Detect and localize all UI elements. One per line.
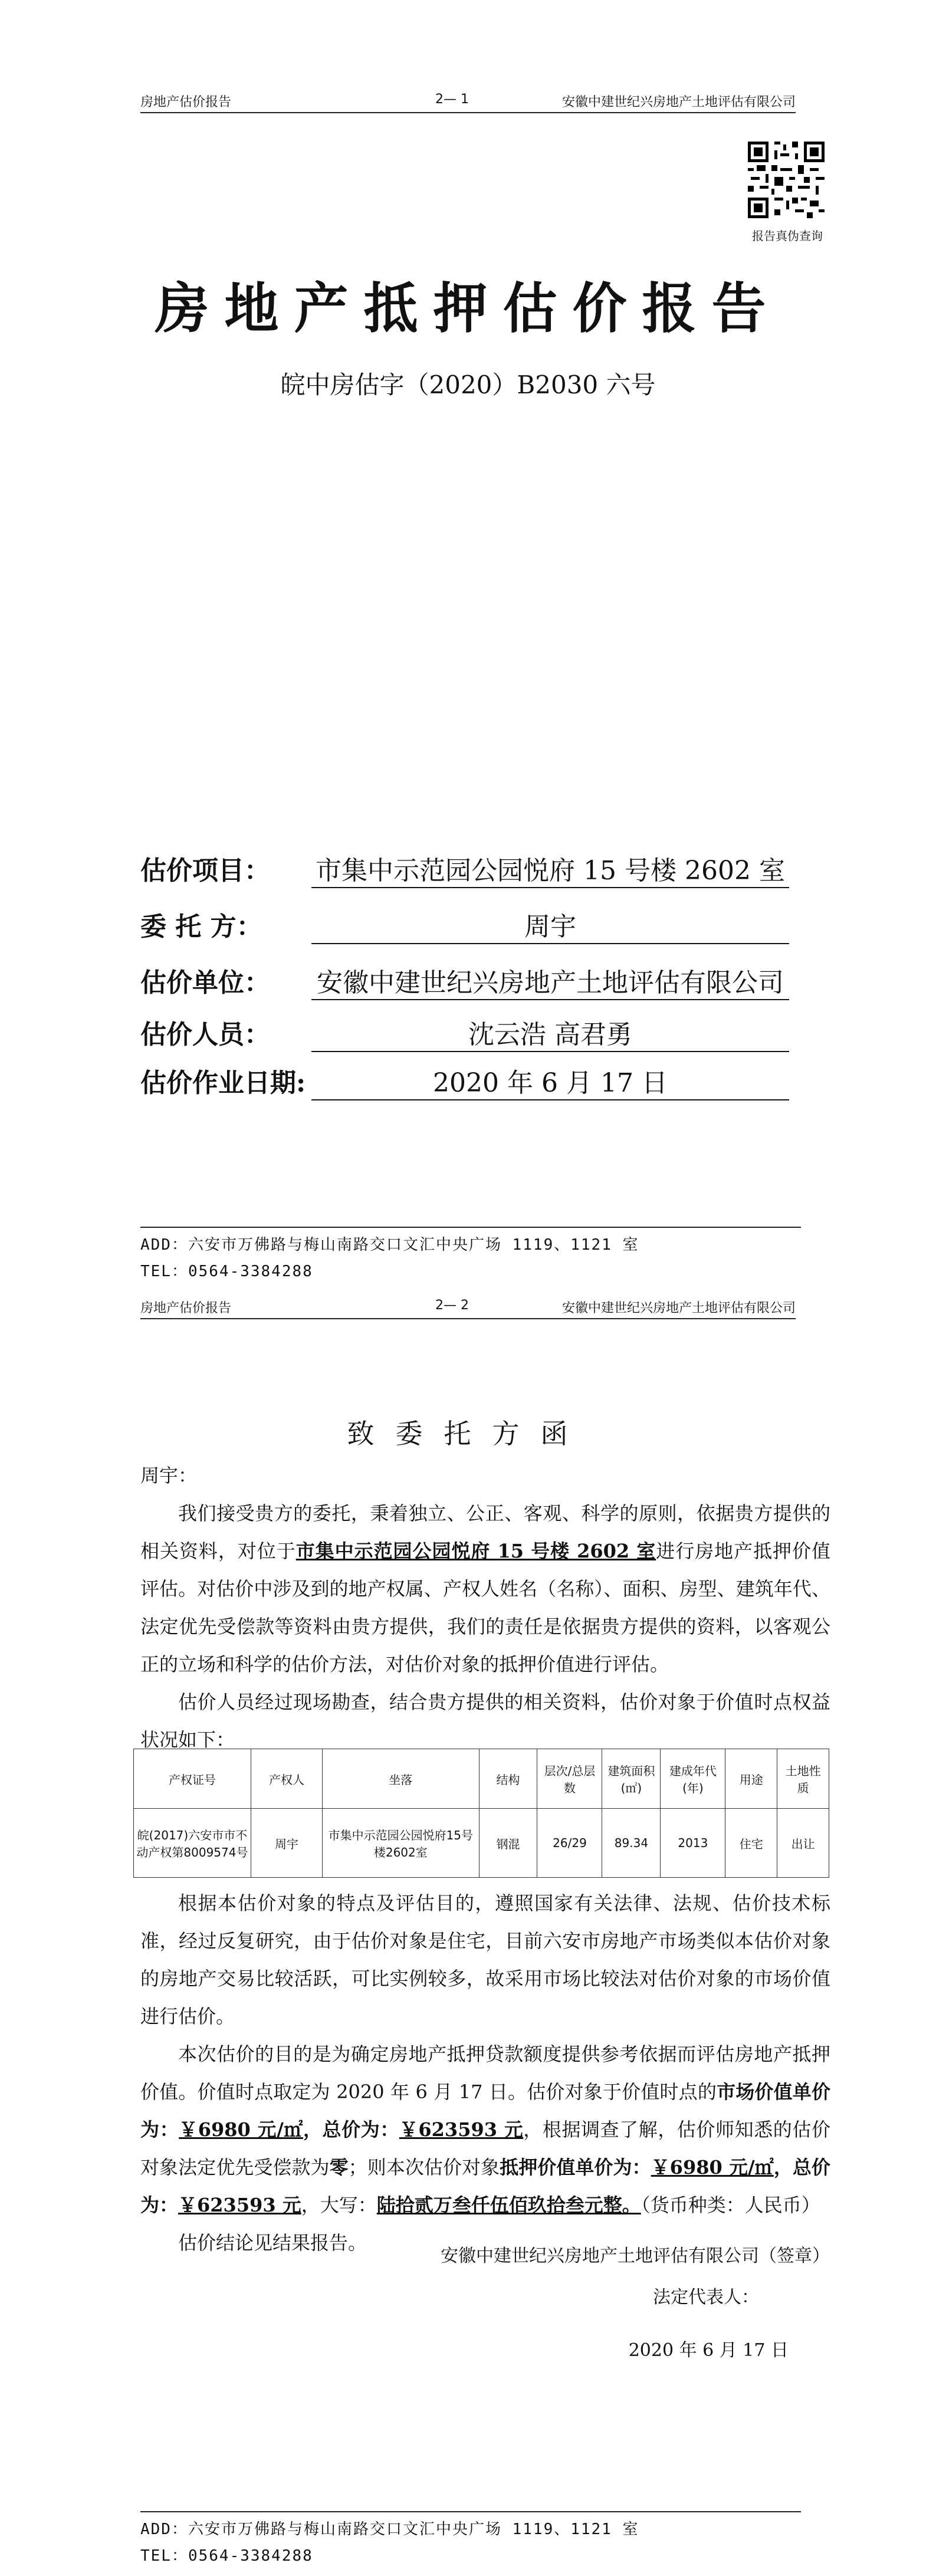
text: 进行房地产抵押价值评估。对估价中涉及到的地产权属、产权人姓名（名称）、面积、房型、建筑年代、法定优先受偿款等资料由贵方提供，我们的责任是依据贵方提供的资料，以客观公正的立场和科学的估价方法，对估价对象的抵押价值进行评估。 — [140, 1540, 830, 1675]
header-left: 房地产估价报告 — [140, 95, 232, 110]
amount-in-words: 陆拾贰万叁仟伍佰玖拾叁元整。 — [376, 2194, 641, 2216]
text: ；则本次估价对象 — [348, 2156, 500, 2179]
footer-tel: TEL：0564-3384288 — [140, 2547, 313, 2565]
text: ，大写： — [301, 2194, 377, 2216]
page-footer — [140, 1227, 801, 1281]
table-cell: 出让 — [777, 1809, 829, 1878]
text: ，总价为： — [140, 2156, 830, 2216]
table-cell: 住宅 — [725, 1809, 777, 1878]
mortgage-unit-price: ￥6980 元/㎡ — [651, 2156, 774, 2179]
table-cell: 市集中示范园公园悦府15号楼2602室 — [323, 1809, 480, 1878]
document-number: 皖中房估字（2020）B2030 六号 — [280, 370, 656, 399]
letter-body — [140, 1457, 830, 1759]
info-value: 周宇 — [311, 905, 789, 944]
letter-body-2 — [140, 1884, 830, 2262]
qr-label: 报告真伪查询 — [752, 229, 823, 243]
paragraph-5: 估价结论见结果报告。 — [178, 2232, 367, 2254]
salutation: 周宇： — [140, 1464, 198, 1487]
text: 零 — [329, 2156, 349, 2179]
header-company: 安徽中建世纪兴房地产土地评估有限公司 — [561, 1301, 796, 1316]
text: 抵押价值单价为： — [500, 2156, 651, 2179]
table-row — [134, 1809, 829, 1878]
header-company: 安徽中建世纪兴房地产土地评估有限公司 — [561, 95, 796, 110]
text: （货币种类：人民币） — [641, 2194, 820, 2216]
table-header: 用途 — [725, 1749, 777, 1809]
signature-rep: 法定代表人： — [653, 2287, 759, 2308]
qr-code-icon[interactable] — [748, 142, 825, 218]
info-label: 委 托 方： — [140, 912, 262, 942]
paragraph-2: 估价人员经过现场勘查，结合贵方提供的相关资料，估价对象于价值时点权益状况如下： — [140, 1691, 830, 1751]
table-cell: 2013 — [661, 1809, 725, 1878]
page-footer — [140, 2511, 801, 2565]
text: ，根据调查了解，估价师知悉的估价对象法定优先受偿款为 — [140, 2118, 830, 2179]
header-page-number: 2— 1 — [435, 92, 469, 107]
report-title: 房地产抵押估价报告 — [155, 277, 781, 340]
text: 我们接受贵方的委托，秉着独立、公正、客观、科学的原则，依据贵方提供的相关资料，对位于 — [140, 1502, 830, 1562]
mortgage-total-price: ￥623593 元 — [178, 2194, 301, 2216]
table-cell: 26/29 — [537, 1809, 602, 1878]
info-label: 估价项目： — [140, 856, 270, 886]
paragraph-3: 根据本估价对象的特点及评估目的，遵照国家有关法律、法规、估价技术标准，经过反复研究，由于估价对象是住宅，目前六安市房地产市场类似本估价对象的房地产交易比较活跃，可比实例较多，故采用市场比较法对估价对象的市场价值进行估价。 — [140, 1892, 830, 2028]
table-cell: 周宇 — [251, 1809, 322, 1878]
property-table — [133, 1749, 829, 1878]
market-total-price: ￥623593 元 — [399, 2118, 524, 2141]
table-cell: 钢混 — [479, 1809, 537, 1878]
footer-tel: TEL：0564-3384288 — [140, 1263, 313, 1280]
text: 市场价值单价为： — [140, 2081, 830, 2141]
table-header: 结构 — [479, 1749, 537, 1809]
table-header: 土地性质 — [777, 1749, 829, 1809]
property-location: 市集中示范园公园悦府 15 号楼 2602 室 — [295, 1540, 656, 1562]
info-label: 估价作业日期: — [140, 1068, 306, 1098]
info-value: 沈云浩 高君勇 — [311, 1013, 789, 1052]
table-cell: 皖(2017)六安市市不动产权第8009574号 — [134, 1809, 251, 1878]
signature-company: 安徽中建世纪兴房地产土地评估有限公司（签章） — [441, 2246, 830, 2266]
info-value: 安徽中建世纪兴房地产土地评估有限公司 — [311, 961, 789, 1000]
header-page-number: 2— 2 — [435, 1298, 469, 1313]
info-label: 估价单位： — [140, 968, 270, 998]
footer-address: ADD：六安市万佛路与梅山南路交口文汇中央广场 1119、1121 室 — [140, 1236, 639, 1254]
text: ，总价为： — [303, 2118, 399, 2141]
info-value: 市集中示范园公园悦府 15 号楼 2602 室 — [311, 849, 789, 888]
footer-address: ADD：六安市万佛路与梅山南路交口文汇中央广场 1119、1121 室 — [140, 2521, 639, 2538]
table-cell: 89.34 — [602, 1809, 661, 1878]
signature-date: 2020 年 6 月 17 日 — [628, 2340, 789, 2361]
table-header: 层次/总层数 — [537, 1749, 602, 1809]
table-header-row — [134, 1749, 829, 1809]
table-header: 建成年代(年) — [661, 1749, 725, 1809]
table-header: 建筑面积(㎡) — [602, 1749, 661, 1809]
text: 本次估价的目的是为确定房地产抵押贷款额度提供参考依据而评估房地产抵押价值。价值时点取定为 2020 年 6 月 17 日。估价对象于价值时点的 — [140, 2043, 830, 2103]
table-header: 产权证号 — [134, 1749, 251, 1809]
table-header: 产权人 — [251, 1749, 322, 1809]
paragraph-4 — [140, 2035, 830, 2224]
paragraph-1 — [140, 1494, 830, 1683]
header-left: 房地产估价报告 — [140, 1301, 232, 1316]
table-header: 坐落 — [323, 1749, 480, 1809]
page-header — [140, 88, 796, 113]
market-unit-price: ￥6980 元/㎡ — [179, 2118, 303, 2141]
info-value: 2020 年 6 月 17 日 — [311, 1062, 789, 1100]
info-label: 估价人员： — [140, 1020, 270, 1050]
letter-title: 致委托方函 — [347, 1418, 589, 1450]
page-header — [140, 1294, 796, 1319]
